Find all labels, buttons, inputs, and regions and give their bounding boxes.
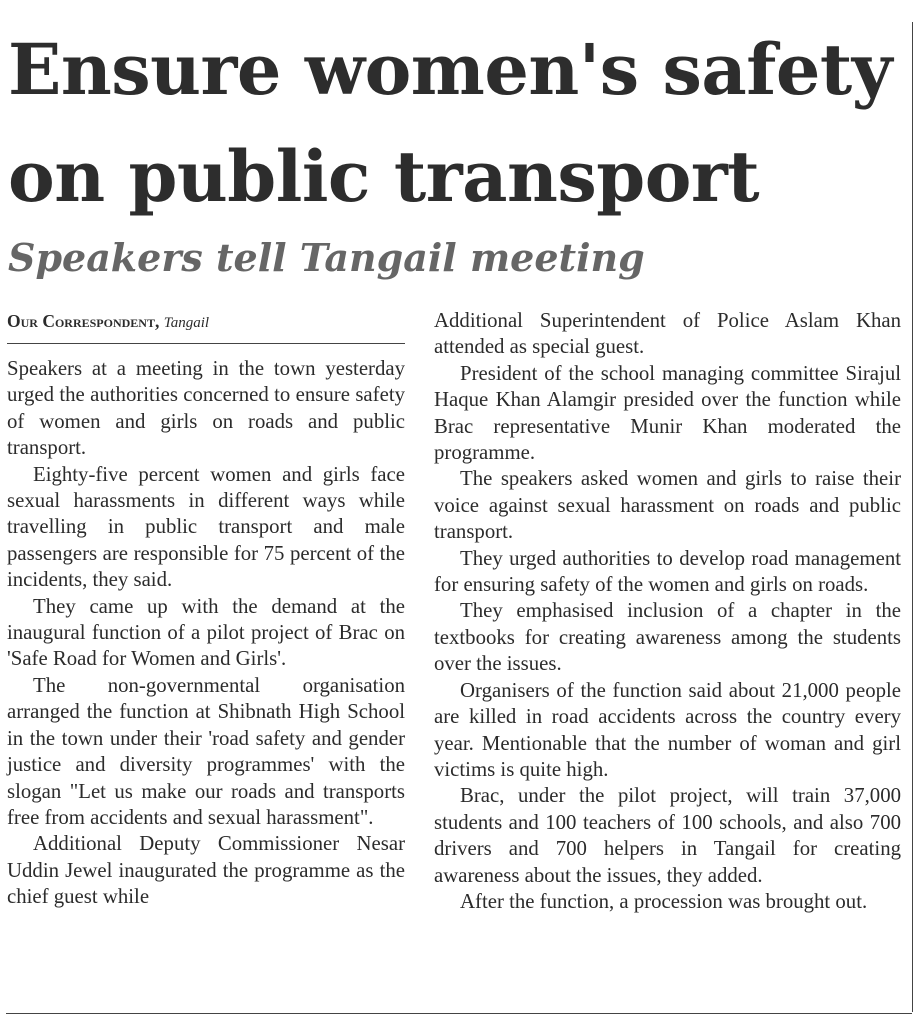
article-paragraph: The non-governmental organisation arranged the function at Shibnath High School in the town under their 'road safety and gender justice and diversity programmes' with the slogan "Let us make our roads and transports free from accidents and sexual harassment". [7,673,405,829]
article-paragraph: Additional Superintendent of Police Aslam Khan attended as special guest. [434,309,901,359]
article-paragraph: President of the school managing committee Sirajul Haque Khan Alamgir presided over the function while Brac representative Munir Khan moderated the programme. [434,361,901,465]
subheadline: Speakers tell Tangail meeting [8,235,645,280]
article-column-right [434,308,901,915]
column-rule-right [912,22,913,1012]
article-paragraph: They urged authorities to develop road management for ensuring safety of the women and girls on roads. [434,546,901,597]
article-paragraph: They emphasised inclusion of a chapter in the textbooks for creating awareness among the students over the issues. [434,599,901,676]
byline-author: Our Correspondent, [7,311,160,331]
article-paragraph: Brac, under the pilot project, will train 37,000 students and 100 teachers of 100 schools, and also 700 drivers and 700 helpers in Tangail for creating awareness about the issues, they added. [434,784,901,887]
byline [7,308,405,344]
bottom-rule [6,1013,912,1014]
article-paragraph: Speakers at a meeting in the town yesterday urged the authorities concerned to ensure safety of women and girls on roads and public transport. [7,357,405,460]
byline-place: Tangail [163,315,210,331]
article-paragraph: After the function, a procession was brought out. [460,889,868,913]
article-paragraph: Additional Deputy Commissioner Nesar Uddin Jewel inaugurated the programme as the chief guest while [7,832,405,909]
article-paragraph: They came up with the demand at the inaugural function of a pilot project of Brac on 'Safe Road for Women and Girls'. [7,594,405,671]
headline: Ensure women's safety on public transport [8,28,892,218]
article-paragraph: Eighty-five percent women and girls face sexual harassments in different ways while travelling in public transport and male passengers are responsible for 75 percent of the incidents, they said. [7,462,405,592]
article-column-left [7,308,405,911]
article-paragraph: The speakers asked women and girls to raise their voice against sexual harassment on roads and public transport. [434,467,901,544]
article-paragraph: Organisers of the function said about 21,000 people are killed in road accidents across the country every year. Mentionable that the number of woman and girl victims is quite high. [434,678,901,781]
